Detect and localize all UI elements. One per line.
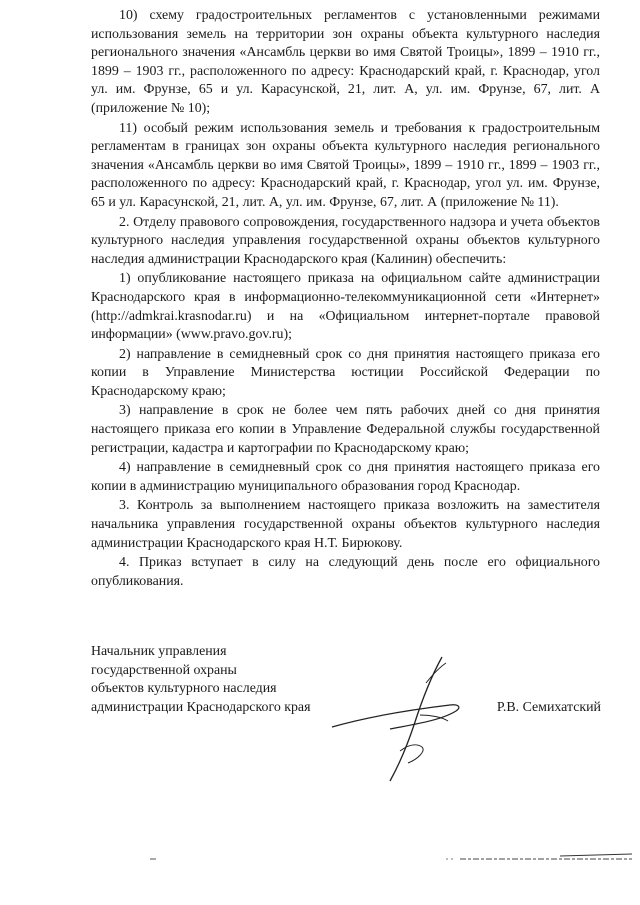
paragraph-item-11: 11) особый режим использования земель и требования к градостроительным регламентам в границах зон охраны объекта культурного наследия регионального значения «Ансамбль церкви во имя Святой Троицы», 1899 – 1910 гг., 1899 – 1903 гг., расположенного по адресу: Краснодарский край, г. Краснодар, угол ул. им. Фрунзе, 65 и ул. Карасунской, 21, лит. А, ул. им. Фрунзе, 67, лит. А (приложение № 11). <box>91 120 600 210</box>
signer-title-line: Начальник управления <box>91 644 227 659</box>
paragraph-subitem-1: 1) опубликование настоящего приказа на официальном сайте администрации Краснодарского края в информационно-телекоммуникационной сети «Интернет» (http://admkrai.krasnodar.ru) и на «Официальном интернет-портале правовой информации» (www.pravo.gov.ru); <box>91 271 600 343</box>
signer-name: Р.В. Семихатский <box>496 699 601 715</box>
paragraph-section-4: 4. Приказ вступает в силу на следующий день после его официального опубликования. <box>91 555 600 589</box>
signer-title-line: объектов культурного наследия <box>91 681 277 697</box>
paragraph-subitem-3: 3) направление в срок не более чем пять рабочих дней со дня принятия настоящего приказа его копии в Управление Федеральной службы государственной регистрации, кадастра и картографии по Краснодарскому краю; <box>91 403 600 456</box>
paragraph-section-3: 3. Контроль за выполнением настоящего приказа возложить на заместителя начальника управления государственной охраны объектов культурного наследия администрации Краснодарского края Н.Т. Бирюкову. <box>91 498 600 551</box>
document-body <box>91 7 600 592</box>
signer-title-line: государственной охраны <box>91 662 237 678</box>
paragraph-subitem-2: 2) направление в семидневный срок со дня принятия настоящего приказа его копии в Управление Министерства юстиции Российской Федерации по Краснодарскому краю; <box>91 346 600 399</box>
paragraph-subitem-4: 4) направление в семидневный срок со дня принятия настоящего приказа его копии в администрацию муниципального образования город Краснодар. <box>91 460 600 494</box>
scan-artifact-footer <box>0 845 640 870</box>
signer-title-line: администрации Краснодарского края <box>91 699 311 715</box>
handwritten-signature <box>330 655 470 785</box>
paragraph-item-10: 10) схему градостроительных регламентов с установленными режимами использования земель на территории зон охраны объекта культурного наследия регионального значения «Ансамбль церкви во имя Святой Троицы», 1899 – 1910 гг., 1899 – 1903 гг., расположенного по адресу: Краснодарский край, г. Краснодар, угол ул. им. Фрунзе, 65 и ул. Карасунской, 21, лит. А, ул. им. Фрунзе, 67, лит. А (приложение № 10); <box>91 8 600 116</box>
paragraph-section-2: 2. Отделу правового сопровождения, государственного надзора и учета объектов культурного наследия управления государственной охраны объектов культурного наследия администрации Краснодарского края (Калинин) обеспечить: <box>91 214 600 267</box>
